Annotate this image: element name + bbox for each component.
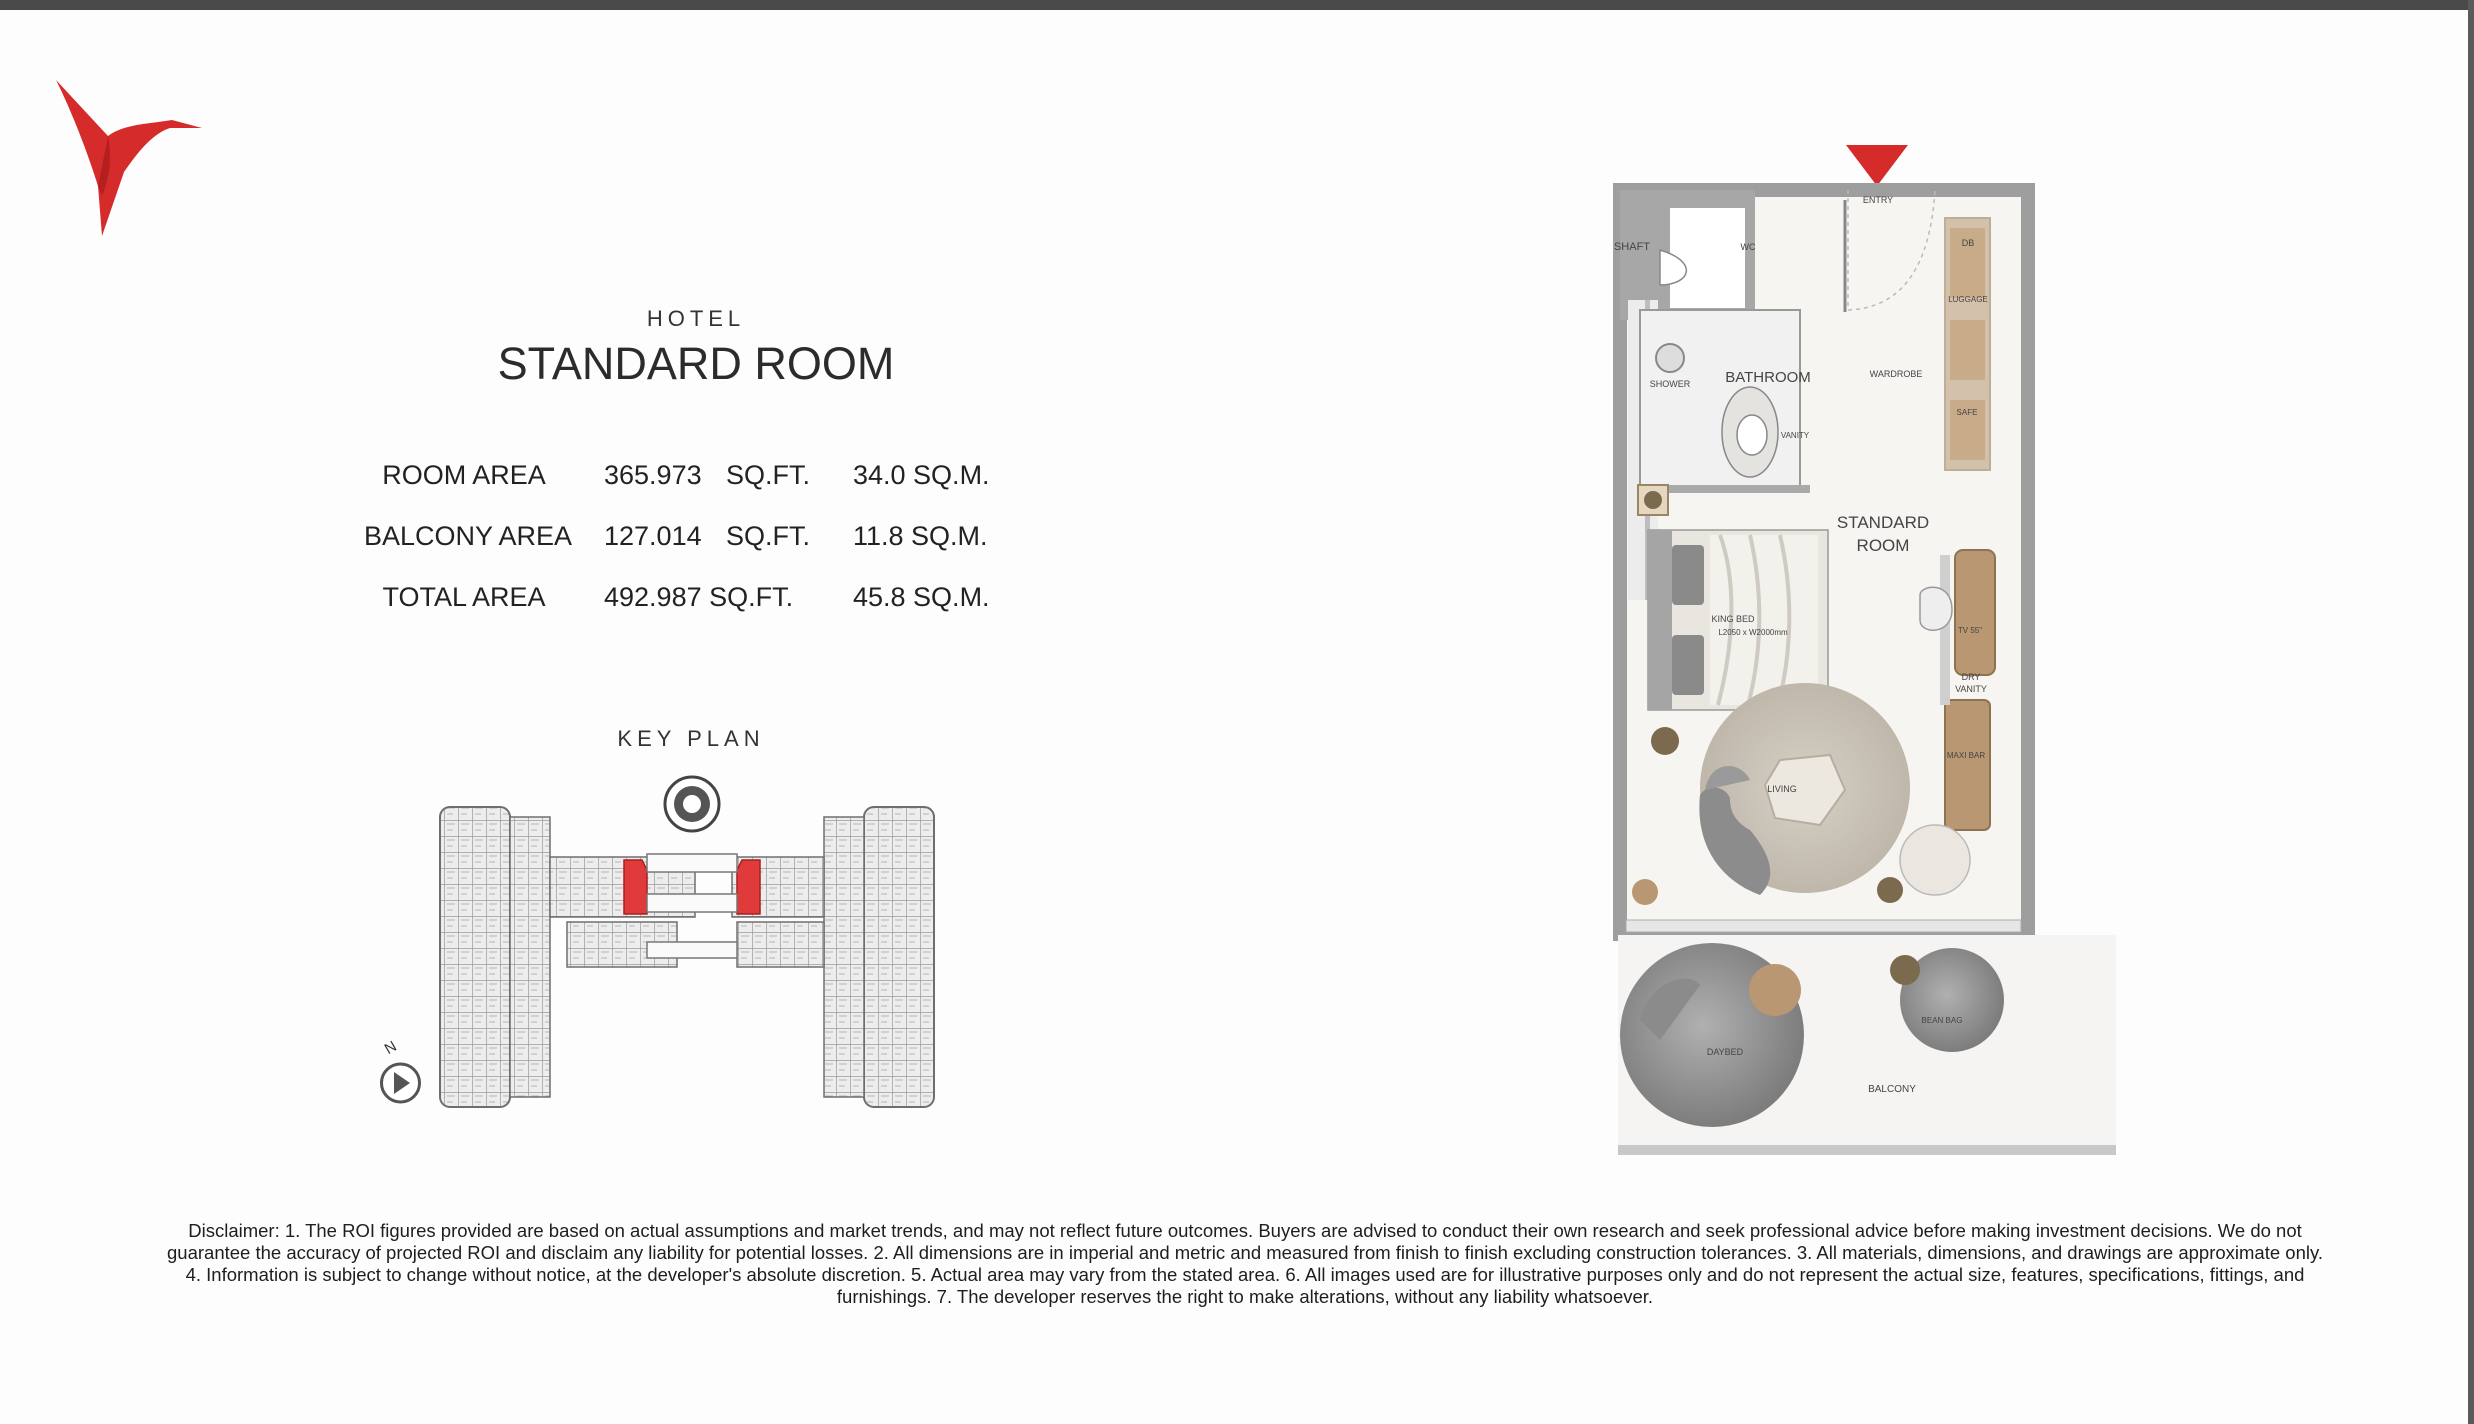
- entry-label: ENTRY: [1862, 195, 1894, 205]
- area-sqm: 45.8 SQ.M.: [853, 582, 990, 612]
- compass-rose-icon: [665, 777, 719, 831]
- area-sqft-value: 492.987 SQ.FT.: [604, 582, 794, 612]
- daybed-label: DAYBED: [1706, 1047, 1744, 1057]
- north-arrow-icon: [382, 1038, 420, 1102]
- disclaimer-line: furnishings. 7. The developer reserves the right to make alterations, without any liability whatsoever.: [836, 1286, 1654, 1307]
- safe-label: SAFE: [1956, 408, 1978, 417]
- bridge: [647, 854, 737, 958]
- property-type: HOTEL: [646, 306, 746, 331]
- tv-label: TV 55": [1957, 626, 1983, 635]
- area-sqft-value: 365.973: [604, 460, 702, 490]
- disclaimer-line: Disclaimer: 1. The ROI figures provided are based on actual assumptions and market trends, and may not reflect future outcomes. Buyers are advised to conduct their own research and seek professional advice before making investment decisions. We do not: [188, 1220, 2302, 1241]
- wc-label: WC: [1740, 242, 1756, 252]
- east-wing: [732, 807, 934, 1107]
- key-plan-title: KEY PLAN: [617, 726, 765, 751]
- luggage-label: LUGGAGE: [1948, 295, 1988, 304]
- shaft-label: SHAFT: [1613, 241, 1651, 253]
- dry-vanity-label: DRY: [1961, 672, 1981, 682]
- north-label: N: [381, 1037, 400, 1058]
- bathroom-label: BATHROOM: [1725, 369, 1811, 386]
- bean-bag-label: BEAN BAG: [1921, 1016, 1963, 1025]
- standard-room-label-2: ROOM: [1856, 536, 1910, 555]
- right-border: [2468, 0, 2474, 1424]
- db-label: DB: [1961, 238, 1975, 248]
- area-sqft-unit: SQ.FT.: [726, 521, 811, 551]
- area-label: BALCONY AREA: [363, 521, 573, 551]
- living-label: LIVING: [1767, 784, 1797, 794]
- hummingbird-logo: [52, 76, 202, 236]
- area-sqm: 34.0 SQ.M.: [853, 460, 990, 490]
- disclaimer: [120, 1220, 2370, 1308]
- area-label: ROOM AREA: [382, 460, 546, 490]
- balcony-label: BALCONY: [1868, 1084, 1916, 1095]
- disclaimer-line: 4. Information is subject to change without notice, at the developer's absolute discretion. 5. Actual area may vary from the stated area. 6. All images used are for illustrative purposes only and do not represent the actual size, features, specifications, fittings, and: [185, 1264, 2305, 1285]
- area-sqft-unit: SQ.FT.: [726, 460, 811, 490]
- key-plan-drawing: [381, 772, 972, 1132]
- glass-line: [1626, 920, 2021, 932]
- page-title: STANDARD ROOM: [497, 338, 895, 389]
- area-label: TOTAL AREA: [382, 582, 546, 612]
- balcony: [1618, 935, 2116, 1155]
- disclaimer-line: guarantee the accuracy of projected ROI and disclaim any liability for potential losses. 2. All dimensions are in imperial and metric and measured from finish to finish excluding construction tolerances. 3. All materials, dimensions, and drawings are approximate only.: [167, 1242, 2323, 1263]
- floor-plan-drawing: [1600, 140, 2120, 1165]
- entry-arrow-icon: [1846, 145, 1908, 186]
- shower-label: SHOWER: [1649, 379, 1691, 389]
- wardrobe-label: WARDROBE: [1869, 369, 1923, 379]
- standard-room-label: STANDARD: [1836, 513, 1930, 532]
- maxi-bar-label: MAXI BAR: [1946, 751, 1986, 760]
- king-bed-size-label: L2050 x W2000mm: [1718, 628, 1788, 637]
- vanity-label: VANITY: [1780, 431, 1810, 440]
- top-border: [0, 0, 2474, 10]
- dry-vanity-label-2: VANITY: [1955, 684, 1987, 694]
- brochure-page: [0, 10, 2468, 1424]
- area-sqm: 11.8 SQ.M.: [853, 521, 988, 551]
- king-bed-label: KING BED: [1711, 614, 1755, 624]
- area-sqft-value: 127.014: [604, 521, 702, 551]
